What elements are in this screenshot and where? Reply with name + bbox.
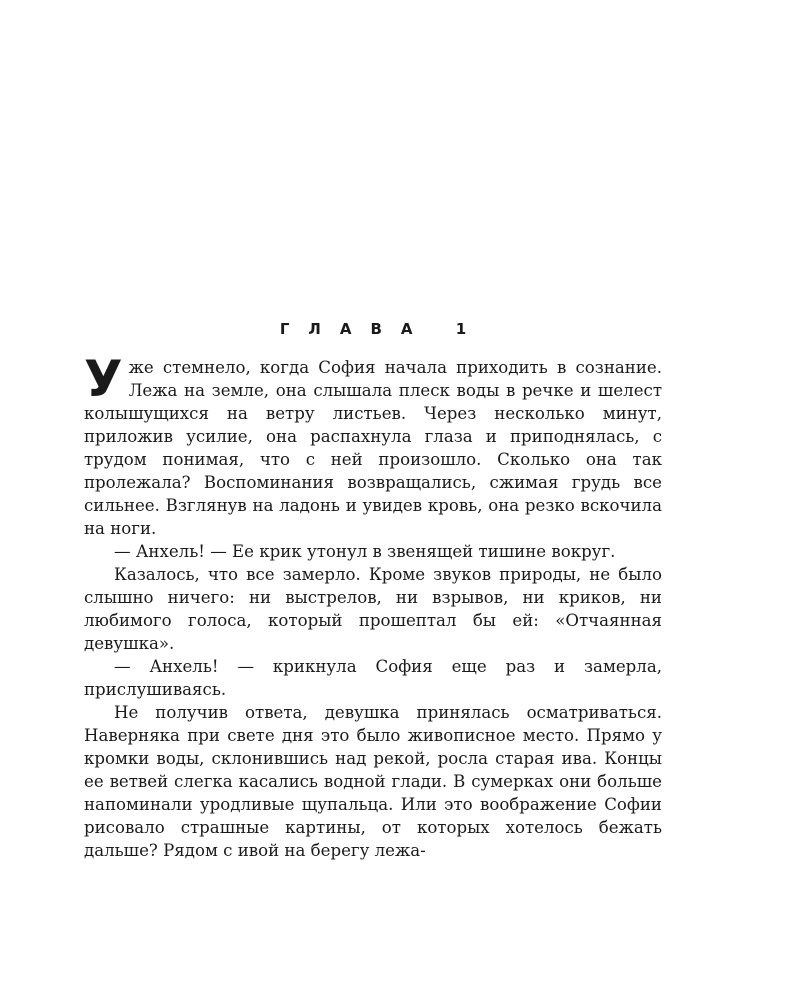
chapter-title: ГЛАВА 1 — [279, 320, 486, 338]
paragraph-1 — [84, 350, 662, 540]
paragraph-5: Не получив ответа, девушка принялась осматриваться. Наверняка при свете дня это было живописное место. Прямо у кромки воды, склонившись над рекой, росла старая ива. Концы ее ветвей слегка касались водной глади. В сумерках они больше напоминали уродливые щупальца. Или это воображение Софии рисовало страшные картины, от которых хотелось бежать дальше? Рядом с ивой на берегу лежа- — [84, 703, 662, 860]
paragraph-2: — Анхель! — Ее крик утонул в звенящей тишине вокруг. — [114, 542, 616, 561]
drop-cap: У — [84, 350, 123, 408]
paragraph-4: — Анхель! — крикнула София еще раз и замерла, прислушиваясь. — [84, 657, 662, 699]
book-page — [84, 318, 662, 862]
paragraph-1-text: же стемнело, когда София начала приходить в сознание. Лежа на земле, она слышала плеск воды в речке и шелест колышущихся на ветру листьев. Через несколько минут, приложив усилие, она распахнула глаза и приподнялась, с трудом понимая, что с ней произошло. Сколько она так пролежала? Воспоминания возвращались, сжимая грудь все сильнее. Взглянув на ладонь и увидев кровь, она резко вскочила на ноги. — [84, 358, 662, 538]
paragraph-3: Казалось, что все замерло. Кроме звуков природы, не было слышно ничего: ни выстрелов, ни взрывов, ни криков, ни любимого голоса, который прошептал бы ей: «Отчаянная девушка». — [84, 565, 662, 653]
